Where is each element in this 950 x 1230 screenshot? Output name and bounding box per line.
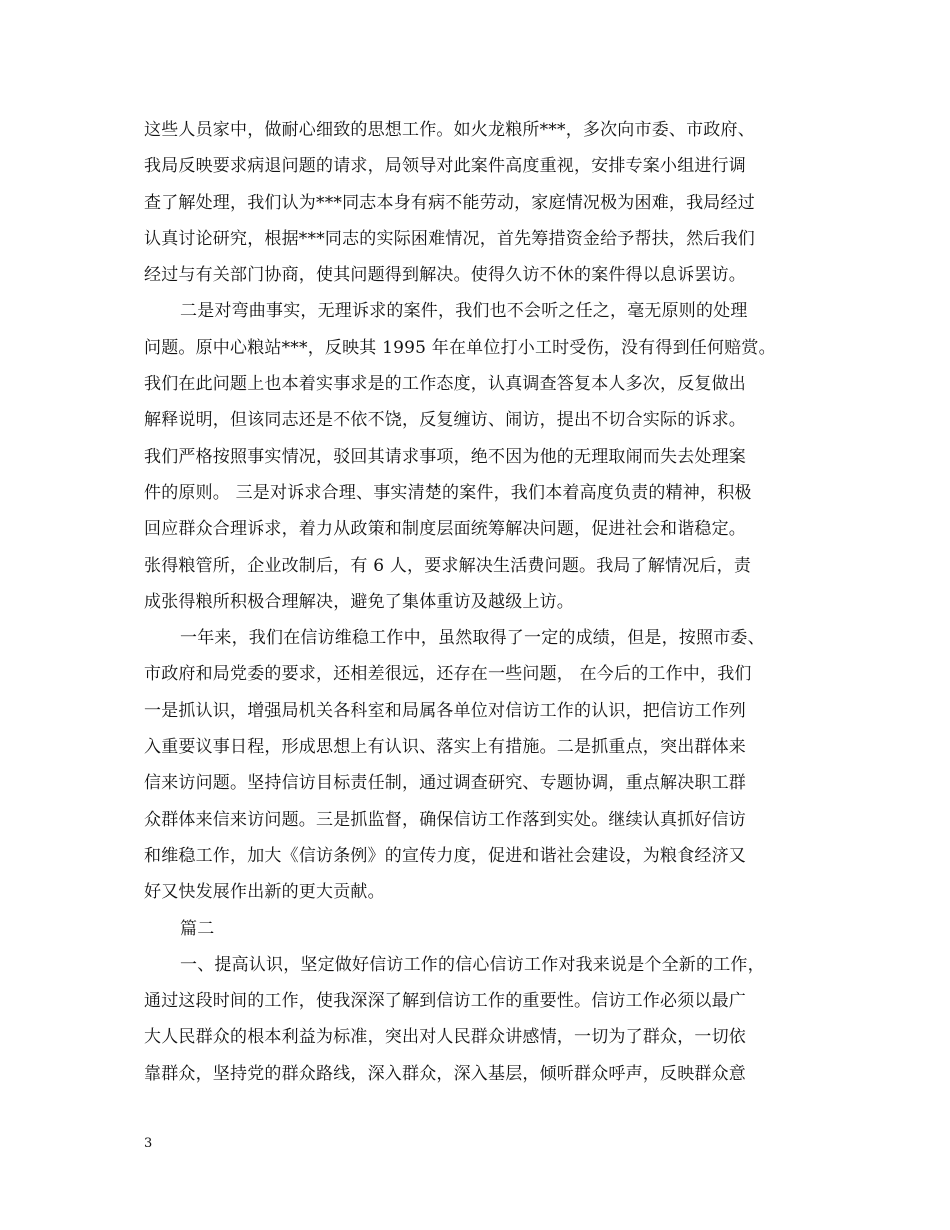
body-text xyxy=(144,112,824,1092)
paragraph-start-line: 二是对弯曲事实，无理诉求的案件，我们也不会听之任之，毫无原则的处理 xyxy=(180,301,748,322)
text-line: 我们在此问题上也本着实事求是的工作态度，认真调查答复本人多次，反复做出 xyxy=(144,374,746,395)
text-line: 成张得粮所积极合理解决，避免了集体重访及越级上访。 xyxy=(144,591,574,612)
text-line: 好又快发展作出新的更大贡献。 xyxy=(144,882,385,903)
text-line: 经过与有关部门协商，使其问题得到解决。使得久访不休的案件得以息诉罢访。 xyxy=(144,265,746,286)
text-line: 我们严格按照事实情况，驳回其请求事项，绝不因为他的无理取闹而失去处理案 xyxy=(144,446,746,467)
text-line: 一是抓认识，增强局机关各科室和局属各单位对信访工作的认识，把信访工作列 xyxy=(144,700,746,721)
text-line: 认真讨论研究，根据***同志的实际困难情况，首先筹措资金给予帮扶，然后我们 xyxy=(144,228,755,249)
text-line: 件的原则。 三是对诉求合理、事实清楚的案件，我们本着高度负责的精神，积极 xyxy=(144,482,752,503)
text-line: 和维稳工作，加大《信访条例》的宣传力度，促进和谐社会建设，为粮食经济又 xyxy=(144,845,746,866)
text-line: 问题。原中心粮站***，反映其 1995 年在单位打小工时受伤，没有得到任何赔赏。 xyxy=(144,337,776,358)
text-line: 通过这段时间的工作，使我深深了解到信访工作的重要性。信访工作必须以最广 xyxy=(144,991,746,1012)
text-line: 入重要议事日程，形成思想上有认识、落实上有措施。二是抓重点，突出群体来 xyxy=(144,737,746,758)
text-line: 回应群众合理诉求，着力从政策和制度层面统筹解决问题，促进社会和谐稳定。 xyxy=(144,519,746,540)
page-number: 3 xyxy=(144,1136,153,1151)
text-line: 众群体来信来访问题。三是抓监督，确保信访工作落到实处。继续认真抓好信访 xyxy=(144,809,746,830)
paragraph-start-line: 一、提高认识，坚定做好信访工作的信心信访工作对我来说是个全新的工作， xyxy=(180,954,765,975)
section-heading: 篇二 xyxy=(180,918,215,939)
text-line: 我局反映要求病退问题的请求，局领导对此案件高度重视，安排专案小组进行调 xyxy=(144,156,746,177)
text-line: 大人民群众的根本利益为标准，突出对人民群众讲感情，一切为了群众，一切依 xyxy=(144,1027,746,1048)
text-line: 靠群众，坚持党的群众路线，深入群众，深入基层，倾听群众呼声，反映群众意 xyxy=(144,1063,746,1084)
text-line: 查了解处理，我们认为***同志本身有病不能劳动，家庭情况极为困难，我局经过 xyxy=(144,192,755,213)
text-line: 信来访问题。坚持信访目标责任制，通过调查研究、专题协调，重点解决职工群 xyxy=(144,773,746,794)
text-line: 这些人员家中，做耐心细致的思想工作。如火龙粮所***，多次向市委、市政府、 xyxy=(144,120,755,140)
text-line: 解释说明，但该同志还是不依不饶，反复缠访、闹访，提出不切合实际的诉求。 xyxy=(144,410,746,431)
text-line: 张得粮管所，企业改制后，有 6 人，要求解决生活费问题。我局了解情况后，责 xyxy=(144,555,752,576)
text-line: 市政府和局党委的要求，还相差很远，还存在一些问题， 在今后的工作中，我们 xyxy=(144,664,752,685)
paragraph-start-line: 一年来，我们在信访维稳工作中，虽然取得了一定的成绩，但是，按照市委、 xyxy=(180,628,765,649)
